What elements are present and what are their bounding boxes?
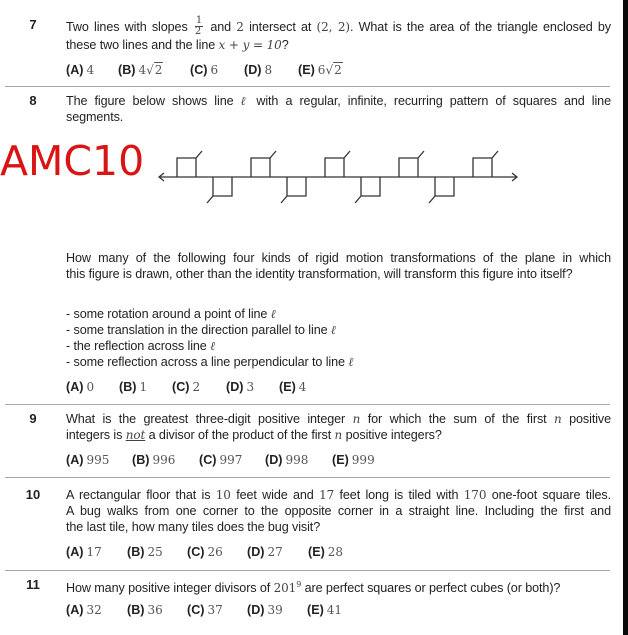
question-text-line3: the last tile, how many tiles does the bug visit?: [66, 520, 321, 534]
text-span: Two lines with slopes: [66, 19, 188, 34]
choice-label: (E): [279, 380, 296, 394]
math-power: [274, 581, 302, 595]
math: ℓ: [348, 355, 354, 369]
choice-label: (E): [332, 453, 349, 467]
fraction-denominator: 2: [194, 26, 202, 37]
choice-label: (B): [132, 453, 150, 467]
choice-value: 2: [192, 380, 201, 394]
math: 170: [463, 488, 487, 502]
choice-value: 997: [219, 453, 243, 467]
question-number: 7: [29, 17, 37, 32]
choice-label: (A): [66, 63, 84, 77]
choice-value: 4√2: [138, 63, 163, 77]
base: 201: [273, 581, 297, 595]
choice-e[interactable]: [332, 452, 375, 468]
choice-c[interactable]: [199, 452, 242, 468]
choice-label: (E): [308, 545, 325, 559]
choice-value: 37: [207, 603, 223, 617]
text-span: a divisor of the product of the first: [148, 428, 332, 442]
question-divider: [5, 570, 610, 571]
choice-value: 6: [210, 63, 219, 77]
choice-label: (C): [187, 603, 205, 617]
choice-label: (D): [247, 545, 265, 559]
bullet-text: - some rotation around a point of line: [66, 307, 268, 321]
choice-value: 27: [267, 545, 283, 559]
choice-e[interactable]: [279, 379, 306, 395]
coefficient: 4: [138, 63, 147, 77]
question-text-line2: segments.: [66, 110, 124, 124]
math: n: [334, 428, 343, 442]
question-number: 10: [25, 487, 41, 502]
bullet-text: - some reflection across a line perpendicular to line: [66, 355, 345, 369]
choice-label: (C): [199, 453, 217, 467]
choice-c[interactable]: [187, 544, 223, 560]
choice-b[interactable]: [132, 452, 175, 468]
bullet-item: [66, 306, 611, 322]
text-span: feet long is tiled with: [339, 488, 459, 502]
choice-value: 996: [152, 453, 176, 467]
choice-label: (A): [66, 545, 84, 559]
choice-value: 1: [139, 380, 148, 394]
choice-value: 26: [207, 545, 223, 559]
bullet-text: - some translation in the direction parallel to line: [66, 323, 328, 337]
math: ℓ: [210, 339, 216, 353]
choice-value: 39: [267, 603, 283, 617]
choice-label: (B): [118, 63, 136, 77]
math: ℓ: [330, 323, 336, 337]
math: n: [554, 412, 562, 426]
choice-a[interactable]: [66, 452, 109, 468]
choice-a[interactable]: [66, 602, 102, 618]
text-span: and: [210, 19, 232, 34]
text-span: intersect at: [249, 19, 312, 34]
question-text: [66, 487, 611, 503]
math: 2: [236, 19, 244, 34]
math: ℓ: [270, 307, 276, 321]
question-text-line2: this figure is drawn, other than the identity transformation, will transform this figure into itself?: [66, 267, 573, 281]
choice-label: (A): [66, 453, 84, 467]
radicand: 2: [334, 63, 342, 77]
choice-label: (A): [66, 603, 84, 617]
math: 17: [319, 488, 335, 502]
question-text: How many of the following four kinds of rigid motion transformations of the plane in which: [66, 251, 611, 265]
choice-b[interactable]: [127, 544, 163, 560]
emphasis-not: not: [125, 428, 146, 442]
question-number: 9: [29, 411, 37, 426]
choice-value: 4: [298, 380, 307, 394]
choice-value: 25: [147, 545, 163, 559]
math: n: [352, 412, 361, 426]
math: (2, 2): [316, 19, 350, 34]
question-text-line2: A bug walks from one corner to the opposite corner in a straight line. Including the first and: [66, 504, 611, 518]
question-text: [66, 411, 611, 427]
choice-label: (E): [298, 63, 315, 77]
choice-value: 8: [264, 63, 273, 77]
choice-a[interactable]: [66, 379, 94, 395]
text-span: positive integers?: [345, 428, 442, 442]
choice-value: 0: [86, 380, 95, 394]
bullet-item: [66, 354, 611, 370]
text-span: ?: [281, 38, 289, 52]
choice-label: (D): [265, 453, 283, 467]
text-span: these two lines and the line: [66, 38, 216, 52]
coefficient: 6: [317, 63, 326, 77]
bullet-item: [66, 322, 611, 338]
choice-value: 17: [86, 545, 102, 559]
choice-label: (C): [190, 63, 208, 77]
choice-label: (B): [127, 603, 145, 617]
choice-d[interactable]: [247, 544, 283, 560]
choice-value: 41: [326, 603, 343, 617]
choice-label: (C): [172, 380, 190, 394]
choice-value: 998: [285, 453, 309, 467]
math: x + y = 10: [218, 38, 282, 52]
bullet-text: - the reflection across line: [66, 339, 207, 353]
text-span: feet wide and: [236, 488, 314, 502]
choice-label: (C): [187, 545, 205, 559]
math: ℓ: [240, 94, 250, 108]
exponent: 9: [296, 580, 302, 589]
choice-a[interactable]: [66, 544, 102, 560]
text-span: one-foot square tiles.: [491, 488, 612, 502]
choice-label: (D): [247, 603, 265, 617]
choice-d[interactable]: [265, 452, 308, 468]
question-number: 8: [29, 93, 37, 108]
text-span: How many positive integer divisors of: [66, 581, 271, 595]
lower-squares: [207, 177, 454, 203]
choice-label: (A): [66, 380, 84, 394]
choice-label: (D): [244, 63, 262, 77]
choice-value: 4: [86, 63, 95, 77]
text-span: with a regular, infinite, recurring pattern of squares and line: [256, 94, 611, 108]
question-number: 11: [26, 577, 40, 592]
question-divider: [5, 404, 610, 405]
choice-value: 995: [86, 453, 110, 467]
text-span: are perfect squares or perfect cubes (or both)?: [304, 581, 561, 595]
choice-e[interactable]: [307, 602, 342, 618]
radicand: 2: [154, 63, 163, 77]
choice-d[interactable]: [247, 602, 283, 618]
text-span: integers is: [66, 428, 123, 442]
choice-e[interactable]: [308, 544, 343, 560]
choice-value: 6√2: [317, 63, 342, 77]
text-span: The figure below shows line: [66, 94, 234, 108]
text-span: positive: [569, 412, 612, 426]
choice-value: 28: [327, 545, 344, 559]
question-text-line2: [66, 427, 611, 443]
choice-value: 32: [86, 603, 102, 617]
choice-label: (B): [127, 545, 145, 559]
fraction-numerator: 1: [195, 15, 203, 26]
choice-b[interactable]: [127, 602, 163, 618]
question-text: [66, 577, 611, 596]
choice-d[interactable]: [226, 379, 254, 395]
upper-squares: [177, 151, 498, 177]
choice-label: (B): [119, 380, 137, 394]
question-divider: [5, 477, 610, 478]
text-span: . What is the area of the triangle enclosed by: [349, 19, 611, 34]
bullet-item: [66, 338, 611, 354]
choice-c[interactable]: [187, 602, 223, 618]
math: 10: [215, 488, 231, 502]
choice-label: (D): [226, 380, 244, 394]
text-span: A rectangular floor that is: [66, 488, 211, 502]
choice-c[interactable]: [172, 379, 200, 395]
choice-value: 36: [147, 603, 163, 617]
text-span: What is the greatest three-digit positive integer: [66, 412, 346, 426]
choice-label: (E): [307, 603, 324, 617]
text-span: for which the sum of the first: [367, 412, 547, 426]
amc10-watermark: AMC10: [0, 137, 145, 185]
choice-value: 3: [246, 380, 255, 394]
choice-b[interactable]: [119, 379, 147, 395]
choice-value: 999: [351, 453, 375, 467]
